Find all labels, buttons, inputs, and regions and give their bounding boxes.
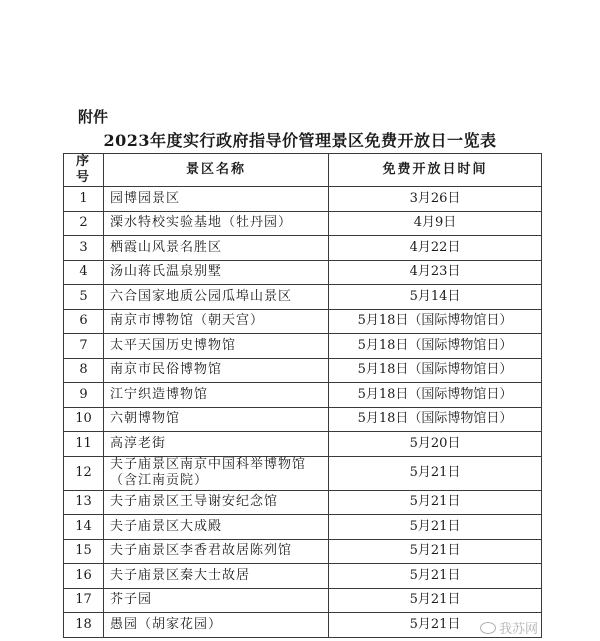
- cell-name: 园博园景区: [104, 187, 329, 212]
- cell-date: 5月21日: [329, 613, 542, 638]
- cell-date: 5月21日: [329, 588, 542, 613]
- table-row: [64, 490, 542, 515]
- cell-seq: 17: [64, 588, 104, 613]
- cell-name: 南京市博物馆（朝天宫）: [104, 309, 329, 334]
- table-row: [64, 285, 542, 310]
- cell-seq: 8: [64, 358, 104, 383]
- table-row: [64, 187, 542, 212]
- watermark: [480, 618, 538, 637]
- header-seq: 序号: [64, 154, 104, 187]
- cell-name: 六合国家地质公园瓜埠山景区: [104, 285, 329, 310]
- cell-date: 5月18日（国际博物馆日）: [329, 383, 542, 408]
- cell-date: 5月18日（国际博物馆日）: [329, 334, 542, 359]
- cell-name: 太平天国历史博物馆: [104, 334, 329, 359]
- cell-name: 夫子庙景区王导谢安纪念馆: [104, 490, 329, 515]
- cell-date: 5月18日（国际博物馆日）: [329, 309, 542, 334]
- cell-name: 愚园（胡家花园）: [104, 613, 329, 638]
- table-row: [64, 334, 542, 359]
- cell-date: 5月20日: [329, 432, 542, 457]
- cell-seq: 16: [64, 564, 104, 589]
- table-row: [64, 383, 542, 408]
- cell-name: 高淳老街: [104, 432, 329, 457]
- table-row: [64, 588, 542, 613]
- cell-seq: 5: [64, 285, 104, 310]
- cell-seq: 2: [64, 211, 104, 236]
- cell-seq: 18: [64, 613, 104, 638]
- cell-name: 南京市民俗博物馆: [104, 358, 329, 383]
- free-open-day-table: [63, 153, 542, 638]
- cell-seq: 6: [64, 309, 104, 334]
- cell-seq: 7: [64, 334, 104, 359]
- weibo-icon: [480, 622, 496, 634]
- cell-name: 六朝博物馆: [104, 407, 329, 432]
- cell-seq: 12: [64, 456, 104, 490]
- cell-seq: 10: [64, 407, 104, 432]
- cell-seq: 14: [64, 515, 104, 540]
- cell-name: 夫子庙景区南京中国科举博物馆（含江南贡院）: [104, 456, 329, 490]
- cell-name: 夫子庙景区大成殿: [104, 515, 329, 540]
- cell-date: 5月21日: [329, 456, 542, 490]
- cell-name: 栖霞山风景名胜区: [104, 236, 329, 261]
- table-row: [64, 613, 542, 638]
- cell-name: 夫子庙景区李香君故居陈列馆: [104, 539, 329, 564]
- header-date: 免费开放日时间: [329, 154, 542, 187]
- table-row: [64, 358, 542, 383]
- table-row: [64, 260, 542, 285]
- cell-date: 3月26日: [329, 187, 542, 212]
- cell-date: 5月14日: [329, 285, 542, 310]
- cell-date: 5月21日: [329, 539, 542, 564]
- cell-seq: 9: [64, 383, 104, 408]
- cell-date: 5月21日: [329, 515, 542, 540]
- watermark-text: 我苏网: [498, 622, 538, 637]
- cell-name: 溧水特校实验基地（牡丹园）: [104, 211, 329, 236]
- table-row: [64, 309, 542, 334]
- cell-date: 5月21日: [329, 564, 542, 589]
- table-row: [64, 211, 542, 236]
- table-row: [64, 432, 542, 457]
- table-row: [64, 515, 542, 540]
- cell-date: 5月21日: [329, 490, 542, 515]
- table-header-row: [64, 154, 542, 187]
- cell-seq: 4: [64, 260, 104, 285]
- cell-date: 4月23日: [329, 260, 542, 285]
- cell-seq: 13: [64, 490, 104, 515]
- cell-date: 4月22日: [329, 236, 542, 261]
- cell-name: 汤山蒋氏温泉别墅: [104, 260, 329, 285]
- cell-seq: 3: [64, 236, 104, 261]
- cell-name: 夫子庙景区秦大士故居: [104, 564, 329, 589]
- attachment-label: 附件: [78, 108, 109, 126]
- table-row: [64, 564, 542, 589]
- cell-seq: 1: [64, 187, 104, 212]
- cell-date: 5月18日（国际博物馆日）: [329, 358, 542, 383]
- table-row: [64, 236, 542, 261]
- cell-seq: 15: [64, 539, 104, 564]
- document-title: 2023年度实行政府指导价管理景区免费开放日一览表: [103, 131, 497, 150]
- cell-name: 芥子园: [104, 588, 329, 613]
- cell-date: 4月9日: [329, 211, 542, 236]
- cell-name: 江宁织造博物馆: [104, 383, 329, 408]
- table-row: [64, 407, 542, 432]
- cell-date: 5月18日（国际博物馆日）: [329, 407, 542, 432]
- header-name: 景区名称: [104, 154, 329, 187]
- cell-seq: 11: [64, 432, 104, 457]
- table-row: [64, 456, 542, 490]
- table-row: [64, 539, 542, 564]
